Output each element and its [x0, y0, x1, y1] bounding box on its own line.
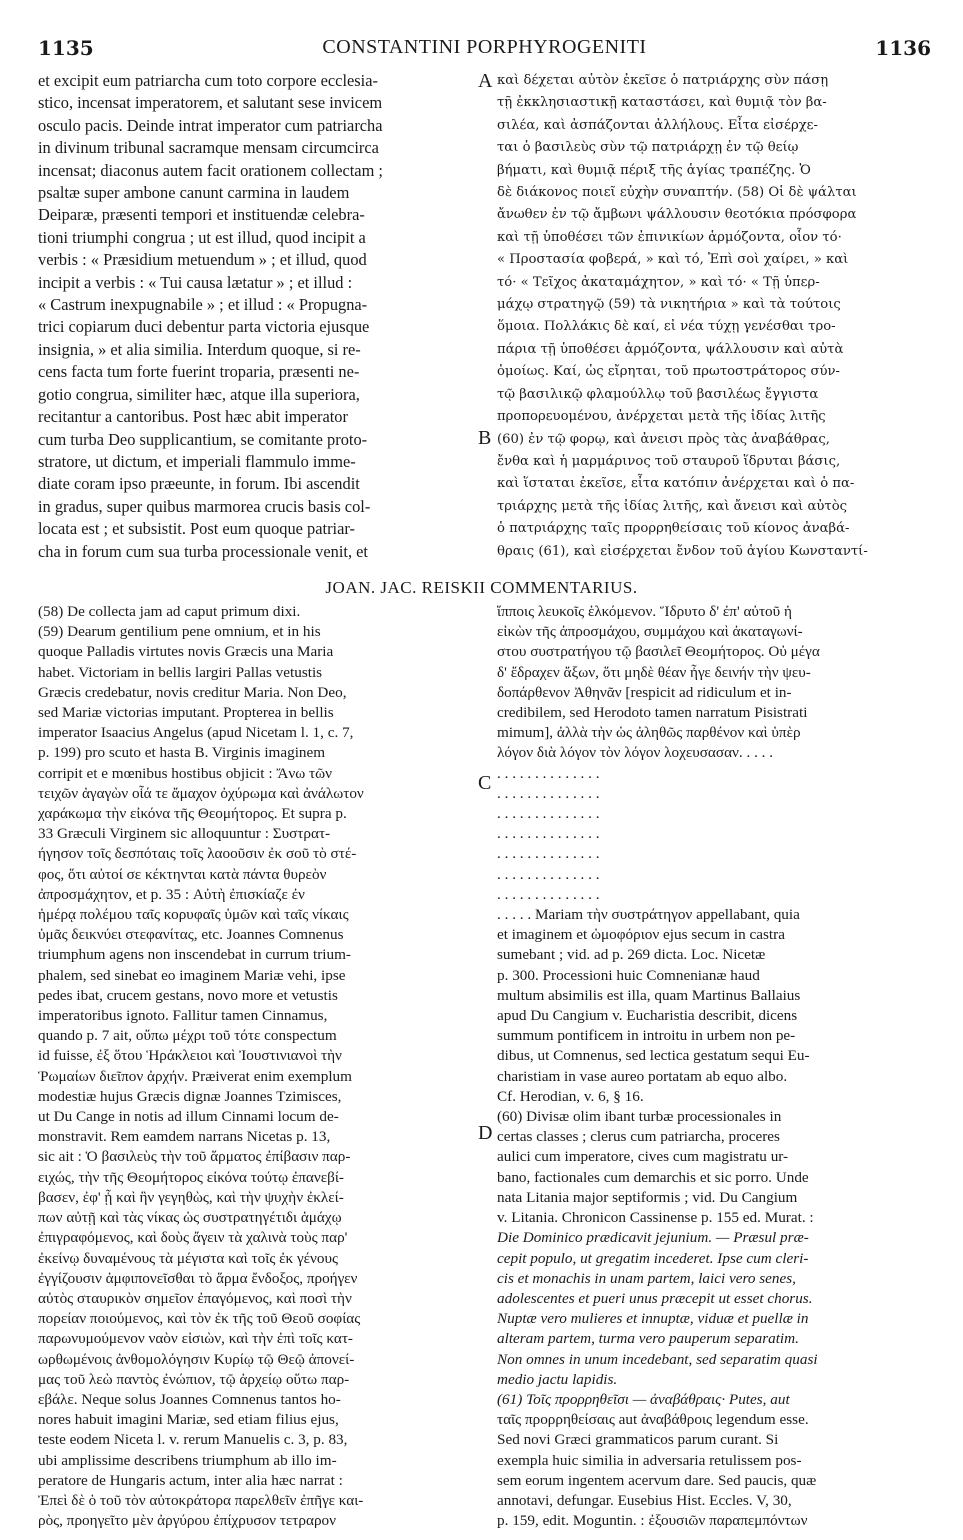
commentary-line: στου συστρατήγου τῷ βασιλεῖ Θεομήτορος. Οὐ μέγα [497, 643, 820, 661]
running-header [38, 36, 931, 66]
page-number-left: 1135 [38, 36, 94, 60]
commentary-line: . . . . . . . . . . . . . . [497, 784, 600, 802]
latin-text-line: stratore, ut dictum, et imperiali flammulo imme- [38, 451, 356, 471]
commentary-line: . . . . . . . . . . . . . . [497, 865, 600, 883]
commentary-line: χαράκωμα τὴν εἰκόνα τῆς Θεομήτορος. Et supra p. [38, 805, 347, 823]
commentary-line: ωρθωμένοις ἀνθομολόγησιν Κυρίῳ τῷ Θεῷ ἀπονεί- [38, 1350, 355, 1368]
commentary-line: Ῥωμαίων διεῖπον ἀρχήν. Præiverat enim exemplum [38, 1067, 352, 1085]
commentary-line: 33 Græculi Virginem sic alloquuntur : Συστρατ- [38, 825, 331, 843]
greek-text-line: καὶ τῇ ὑποθέσει τῶν ἐπινικίων ἁρμόζοντα, οἷον τό· [497, 229, 842, 245]
latin-text-line: stico, incensat imperatorem, et salutant sese invicem [38, 93, 383, 113]
commentary-line: βασεν, ἐφ' ᾗ καὶ ἣν γεγηθὼς, καὶ τὴν ψυχὴν ἐκλεί- [38, 1188, 344, 1206]
commentary-line: ὑμᾶς δεικνύει στεφανίτας, etc. Joannes Comnenus [38, 926, 344, 944]
greek-text-line: καὶ δέχεται αὐτὸν ἐκεῖσε ὁ πατριάρχης σὺν πάσῃ [497, 73, 829, 88]
running-title: CONSTANTINI PORPHYROGENITI [322, 36, 647, 58]
latin-text-line: incipit a verbis : « Tui causa lætatur » ; et illud : [38, 272, 353, 292]
greek-text-line: ἄνωθεν ἐν τῷ ἄμβωνι ψάλλουσιν θεοτόκια πρόσφορα [497, 207, 857, 223]
latin-text-line: verbis : « Præsidium metuendum » ; et illud, quod [38, 250, 367, 270]
greek-text-line: πάρια τῇ ὑποθέσει ἁρμόζοντα, ψάλλουσιν καὶ αὐτὰ [497, 341, 844, 357]
latin-text-column [38, 70, 470, 563]
commentary-line: modestiæ hujus Græcis dignæ Joannes Tzimisces, [38, 1087, 342, 1105]
margin-letter-c: C [478, 772, 492, 794]
commentary-line: peratore de Hungaris actum, inter alia hæc narrat : [38, 1471, 343, 1489]
commentary-line: (59) Dearum gentilium pene omnium, et in his [38, 623, 321, 641]
commentary-line: annotavi, defungar. Eusebius Hist. Eccles. V, 30, [497, 1491, 792, 1509]
commentary-line: ρὸς, προηγεῖτο μὲν ἀργύρου ἐπίχρυσον τετραρον [38, 1512, 336, 1530]
latin-text-line: locata est ; et subsistit. Post eum quoque patriar- [38, 519, 355, 539]
commentary-line: ἀπροσμάχητον, et p. 35 : Αὐτὴ ἐπισκίαζε ἐν [38, 885, 305, 903]
commentary-line: παρωνυμούμενον ναὸν εἰσιὼν, καὶ τὴν ἐπὶ τοῖς κατ- [38, 1330, 353, 1348]
commentary-line: imperatoribus ignoto. Fallitur tamen Cinnamus, [38, 1007, 328, 1025]
commentary-line: ubi amplissime describens triumphum ab illo im- [38, 1451, 337, 1469]
commentary-line: . . . . . . . . . . . . . . [497, 805, 600, 823]
latin-text-line: cens facta tum forte fuerint troparia, præsenti ne- [38, 362, 360, 382]
greek-text-line: ὅμοια. Πολλάκις δὲ καί, εἰ νέα τύχῃ γενέσθαι τρο- [497, 319, 836, 335]
commentary-line: aulici cum imperatore, cives cum magistratu ur- [497, 1148, 789, 1166]
commentary-line: ἡμέρᾳ πολέμου ταῖς κορυφαῖς ὑμῶν καὶ ταῖς νίκαις [38, 906, 349, 924]
latin-text-line: psaltæ super ambone canunt carmina in laudem [38, 183, 350, 203]
commentary-line: ἐγγίζουσιν ἀμφιπονεῖσθαι τὸ ἅρμα ἔνδοξος, προήγεν [38, 1269, 358, 1287]
commentary-line: αὐτὸς σταυρικὸν σημεῖον ἐπαγόμενος, καὶ ποσὶ τὴν [38, 1289, 352, 1307]
greek-text-line: βήματι, καὶ θυμιᾷ πέριξ τῆς ἁγίας τραπέζης. Ὁ [497, 162, 811, 178]
commentary-line: phalem, sed sinebat eo imaginem Mariæ vehi, ipse [38, 966, 346, 984]
commentary-line: sed Mariæ victorias imputant. Propterea in bellis [38, 704, 334, 722]
commentary-line: medio jactu lapidis. [497, 1370, 618, 1388]
commentary-line: (61) Τοῖς προρρηθεῖσι — ἀναβάθραις· Putes, aut [497, 1390, 790, 1408]
commentary-line: p. 199) pro scuto et hasta B. Virginis imaginem [38, 744, 326, 762]
greek-text-line: ἔνθα καὶ ἡ μαρμάρινος τοῦ σταυροῦ ἵδρυται βάσις, [497, 453, 841, 469]
latin-text-line: gotio congrua, similiter hæc, atque illa superiora, [38, 384, 360, 404]
commentary-line: adolescentes et pueri unus præcepit ut esset chorus. [497, 1289, 813, 1307]
greek-text-column [497, 70, 933, 563]
latin-text-line: trici copiarum duci debentur parta victoria ejusque [38, 317, 370, 337]
commentary-line: cepit populo, ut gregatim incederet. Ipse cum cleri- [497, 1249, 809, 1267]
commentary-line: ήγησον τοῖς δεσπόταις τοῖς λαοοῦσιν ἐκ σοῦ τὸ στέ- [38, 845, 357, 863]
commentary-line: summum pontificem in introitu in urbem non pe- [497, 1027, 796, 1045]
commentary-left-column [38, 602, 470, 1531]
greek-text-line: καὶ ἵσταται ἐκεῖσε, εἶτα κατόπιν ἀνέρχεται καὶ ὁ πα- [497, 476, 855, 492]
latin-text-line: « Castrum inexpugnabile » ; et illud : « Propugna- [38, 295, 368, 315]
commentary-line: p. 159, edit. Moguntin. : ἐξουσιῶν παραπεμπόντων [497, 1512, 808, 1530]
commentary-line: mimum], ἀλλὰ τὴν ὡς ἀληθῶς παρθένον καὶ ὑπὲρ [497, 724, 801, 742]
greek-text-line: τῷ βασιλικῷ φλαμούλλῳ τοῦ βασιλέως ἔγγιστα [497, 386, 819, 402]
commentary-line: μας τοῦ λεὼ παντὸς ἐνώπιον, τῷ ἀρχείῳ οὕτω παρ- [38, 1370, 350, 1388]
commentary-line: sumebant ; vid. ad p. 269 dicta. Loc. Nicetæ [497, 946, 766, 964]
latin-text-line: cha in forum cum sua turba processionale venit, et [38, 541, 368, 561]
greek-text-line: ὁ πατριάρχης ταῖς προρρηθείσαις τοῦ κίονος ἀναβά- [497, 521, 850, 537]
commentary-line: triumphum agens non inscendebat in currum trium- [38, 946, 351, 964]
commentary-line: . . . . . Mariam τὴν συστράτηγον appellabant, quia [497, 906, 800, 924]
commentary-line: Ἐπεὶ δὲ ὁ τοῦ τὸν αὐτοκράτορα παρελθεῖν ἐπῆγε και- [38, 1491, 364, 1509]
latin-text-line: in gradus, super quibus marmorea crucis basis col- [38, 496, 371, 516]
greek-text-line: σιλέα, καὶ ἀσπάζονται ἀλλήλους. Εἶτα εἰσέρχε- [497, 117, 818, 133]
greek-text-line: (60) ἐν τῷ φορῳ, καὶ ἀνεισι πρὸς τὰς ἀναβάθρας, [497, 431, 830, 447]
latin-text-line: Deiparæ, præsenti tempori et instituendæ celebra- [38, 205, 365, 225]
latin-text-line: osculo pacis. Deinde intrat imperator cum patriarcha [38, 115, 383, 135]
greek-text-line: ται ὁ βασιλεὺς σὺν τῷ πατριάρχῃ ἐν τῷ θείῳ [497, 140, 799, 156]
greek-text-line: τό· « Τεῖχος ἀκαταμάχητον, » καὶ τό· « Τῇ ὑπερ- [497, 274, 820, 290]
commentary-line: id fuisse, ἐξ ὅτου Ἡράκλειοι καὶ Ἰουστινιανοὶ τὴν [38, 1047, 342, 1065]
commentary-line: (58) De collecta jam ad caput primum dixi. [38, 603, 301, 620]
commentary-line: πορείαν ποιούμενος, καὶ τὸν ἐκ τῆς τοῦ Θεοῦ σοφίας [38, 1310, 361, 1328]
commentary-line: exempla huic similia in adversaria retulissem pos- [497, 1451, 802, 1469]
commentary-line: pedes ibat, crucem gestans, novo more et vetustis [38, 986, 338, 1004]
commentary-line: nata Litania major septiformis ; vid. Du Cangium [497, 1188, 798, 1206]
commentary-line: multum absimilis est illa, quam Martinus Ballaius [497, 986, 801, 1004]
commentary-line: . . . . . . . . . . . . . . [497, 845, 600, 863]
margin-letter-d: D [478, 1122, 493, 1144]
commentary-line: v. Litania. Chronicon Cassinense p. 155 ed. Murat. : [497, 1209, 814, 1227]
commentary-line: quando p. 7 ait, οὔπω μέχρι τοῦ τότε conspectum [38, 1027, 337, 1045]
commentary-line: εἰκὼν τῆς ἀπροσμάχου, συμμάχου καὶ ἀκαταγωνί- [497, 623, 803, 641]
latin-text-line: tioni triumphi congrua ; ut est illud, quod incipit a [38, 227, 366, 247]
commentary-line: Græcis credebatur, novis creditur Maria. Non Deo, [38, 683, 347, 701]
commentary-line: ἵπποις λευκοῖς ἑλκόμενον. Ἵδρυτο δ' ἐπ' αὐτοῦ ἡ [497, 603, 792, 620]
commentary-line: credibilem, sed Herodoto tamen narratum Pisistrati [497, 704, 808, 722]
commentary-line: sem eorum ingentem acervum dare. Sed paucis, quæ [497, 1471, 817, 1489]
greek-text-line: « Προστασία φοβερά, » καὶ τό, Ἐπὶ σοὶ χαίρει, » καὶ [497, 252, 849, 268]
commentary-line: Sed novi Græci grammaticos parum curant. Si [497, 1431, 779, 1449]
commentary-line: certas classes ; clerus cum patriarcha, proceres [497, 1128, 780, 1146]
greek-text-line: ὁμοίως. Καί, ὡς εἴρηται, τοῦ πρωτοστράτορος σύν- [497, 364, 841, 380]
commentary-line: alteram partem, turma vero pauperum separatim. [497, 1330, 799, 1348]
commentary-line: dibus, ut Comnenus, sed lectica gestatum sequi Eu- [497, 1047, 810, 1065]
commentary-line: Die Dominico prædicavit jejunium. — Præsul præ- [497, 1229, 809, 1247]
latin-text-line: insignia, » et alia similia. Interdum quoque, si re- [38, 339, 361, 359]
commentary-line: εβάλε. Neque solus Joannes Comnenus tantos ho- [38, 1390, 341, 1408]
latin-text-line: in divinum tribunal sacramque mensam circumcirca [38, 138, 379, 158]
commentary-line: sic ait : Ὁ βασιλεὺς τὴν τοῦ ἅρματος ἐπίβασιν παρ- [38, 1148, 351, 1166]
commentary-line: imperator Isaacius Angelus (apud Nicetam l. 1, c. 7, [38, 724, 354, 742]
commentary-line: ut Du Cange in notis ad illum Cinnami locum de- [38, 1108, 339, 1126]
commentary-line: nores habuit imagini Mariæ, sed etiam filius ejus, [38, 1411, 339, 1429]
commentary-line: et imaginem et ὠμοφόριον ejus secum in castra [497, 926, 785, 944]
greek-text-line: τῇ ἐκκλησιαστικῇ καταστάσει, καὶ θυμιᾷ τὸν βα- [497, 95, 827, 111]
commentary-line: . . . . . . . . . . . . . . [497, 825, 600, 843]
commentary-line: corripit et e mœnibus hostibus objicit : Ἄνω τῶν [38, 764, 332, 782]
commentary-line: Nuptæ vero mulieres et innuptæ, viduæ et puellæ in [497, 1310, 809, 1328]
commentary-line: apud Du Cangium v. Eucharistia describit, dicens [497, 1007, 798, 1025]
margin-letter-b: B [478, 427, 492, 449]
commentary-line: habet. Victoriam in bellis largiri Pallas vetustis [38, 663, 323, 681]
page-number-right: 1136 [875, 36, 931, 60]
commentary-line: ἐκείνῳ δυναμένους τὰ μέγιστα καὶ τοῖς ἐκ γένους [38, 1249, 339, 1267]
commentary-line: ἐπιγραφόμενος, καὶ δοὺς ἄγειν τὰ χαλινὰ τοὺς παρ' [38, 1229, 348, 1247]
commentary-line: φος, ὅτι αὐτοί σε κέκτηνται κατὰ πάντα θυρεὸν [38, 865, 327, 883]
commentary-line: quoque Palladis virtutes novis Græcis una Maria [38, 643, 334, 661]
commentary-line: Cf. Herodian, v. 6, § 16. [497, 1087, 644, 1105]
greek-text-line: προπορευομένου, ἀνέρχεται μετὰ τῆς ἰδίας λιτῆς [497, 409, 826, 425]
commentary-line: δ' ἔδραχεν ἄξων, ὅτι μηδὲ θέαν ἦγε δεινήν τὴν ψευ- [497, 663, 811, 681]
commentary-line: charistiam in vase aureo portatam ab equo albo. [497, 1067, 788, 1085]
commentary-line: teste eodem Niceta l. v. rerum Manuelis c. 3, p. 83, [38, 1431, 348, 1449]
commentary-line: λόγον διὰ λόγον τὸν λόγον λοχευσασαν. . . . . [497, 744, 774, 762]
greek-text-line: τριάρχης μετὰ τῆς ἰδίας λιτῆς, καὶ ἄνεισι καὶ αὐτὸς [497, 498, 848, 514]
latin-text-line: recitantur a cantoribus. Post hæc abit imperator [38, 407, 348, 427]
greek-text-line: δὲ διάκονος ποιεῖ εὐχὴν συναπτήν. (58) Οἱ δὲ ψάλται [497, 185, 857, 201]
greek-text-line: μάχῳ στρατηγῷ (59) τὰ νικητήρια » καὶ τὰ τούτοις [497, 297, 841, 313]
commentary-line: monstravit. Rem eamdem narrans Nicetas p. 13, [38, 1128, 331, 1146]
latin-text-line: incensat; diaconus autem facit orationem collectam ; [38, 160, 383, 180]
commentary-line: (60) Divisæ olim ibant turbæ processionales in [497, 1108, 782, 1126]
commentary-line: cis et monachis in unam partem, laici vero senes, [497, 1269, 796, 1287]
greek-text-line: θραις (61), καὶ εἰσέρχεται ἔνδον τοῦ ἁγίου Κωνσταντί- [497, 543, 868, 559]
commentary-line: πων αὐτῇ καὶ τὰς νίκας ὡς συστρατηγέτιδι ἁμάχῳ [38, 1209, 342, 1227]
commentary-line: bano, factionales cum demarchis et sic porro. Unde [497, 1168, 809, 1186]
commentary-line: ειχώς, τὴν τῆς Θεομήτορος εἰκόνα τούτῳ ἐπανεβί- [38, 1168, 344, 1186]
commentary-section-title: JOAN. JAC. REISKII COMMENTARIUS. [325, 578, 638, 597]
latin-text-line: et excipit eum patriarcha cum toto corpore ecclesia- [38, 71, 378, 90]
commentary-line: τειχῶν ἀγαγὼν οἷά τε ἄμαχον ὀχύρωμα καὶ ἀνάλωτον [38, 784, 364, 802]
commentary-line: . . . . . . . . . . . . . . [497, 885, 600, 903]
commentary-line: Non omnes in unum incedebant, sed separatim quasi [497, 1350, 818, 1368]
commentary-line: . . . . . . . . . . . . . . [497, 764, 600, 782]
latin-text-line: cum turba Deo supplicantium, se comitante proto- [38, 429, 368, 449]
commentary-right-column [497, 602, 933, 1531]
margin-letter-a: A [478, 70, 493, 92]
commentary-line: δοπάρθενον Ἀθηνᾶν [respicit ad ridiculum et in- [497, 683, 792, 701]
commentary-line: ταῖς προρρηθείσαις aut ἀναβάθροις legendum esse. [497, 1411, 809, 1429]
commentary-line: p. 300. Processioni huic Comnenianæ haud [497, 966, 760, 984]
latin-text-line: diate coram ipso præeunte, in forum. Ibi ascendit [38, 474, 360, 494]
